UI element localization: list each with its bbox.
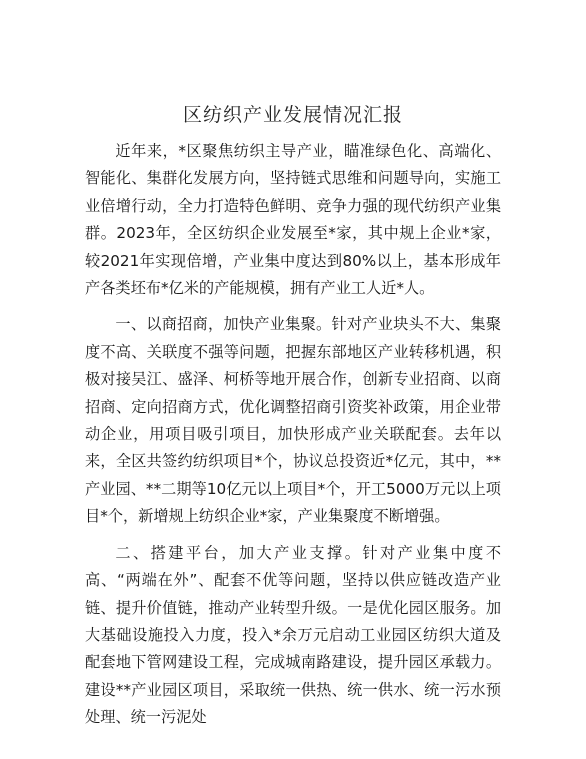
- paragraph-section-2: 二、搭建平台，加大产业支撑。针对产业集中度不高、“两端在外”、配套不优等问题，坚持以供应链改造产业链、提升价值链，推动产业转型升级。一是优化园区服务。加大基础设施投入力度，投入*余万元启动工业园区纺织大道及配套地下管网建设工程，完成城南路建设，提升园区承载力。建设**产业园区项目，采取统一供热、统一供水、统一污水预处理、统一污泥处: [85, 543, 501, 727]
- paragraph-section-1: 一、以商招商，加快产业集聚。针对产业块头不大、集聚度不高、关联度不强等问题，把握东部地区产业转移机遇，积极对接吴江、盛泽、柯桥等地开展合作，创新专业招商、以商招商、定向招商方式，优化调整招商引资奖补政策，用企业带动企业，用项目吸引项目，加快形成产业关联配套。去年以来，全区共签约纺织项目*个，协议总投资近*亿元，其中，**产业园、**二期等10亿元以上项目*个，开工5000万元以上项目*个，新增规上纺织企业*家，产业集聚度不断增强。: [85, 315, 501, 526]
- document-body: [85, 138, 501, 741]
- document-title: 区纺织产业发展情况汇报: [182, 104, 403, 126]
- paragraph-intro: 近年来，*区聚焦纺织主导产业，瞄准绿色化、高端化、智能化、集群化发展方向，坚持链式思维和问题导向，实施工业倍增行动，全力打造特色鲜明、竞争力强的现代纺织产业集群。2023年，全区纺织企业发展至*家，其中规上企业*家，较2021年实现倍增，产业集中度达到80%以上，基本形成年产各类坯布*亿米的产能规模，拥有产业工人近*人。: [85, 142, 501, 298]
